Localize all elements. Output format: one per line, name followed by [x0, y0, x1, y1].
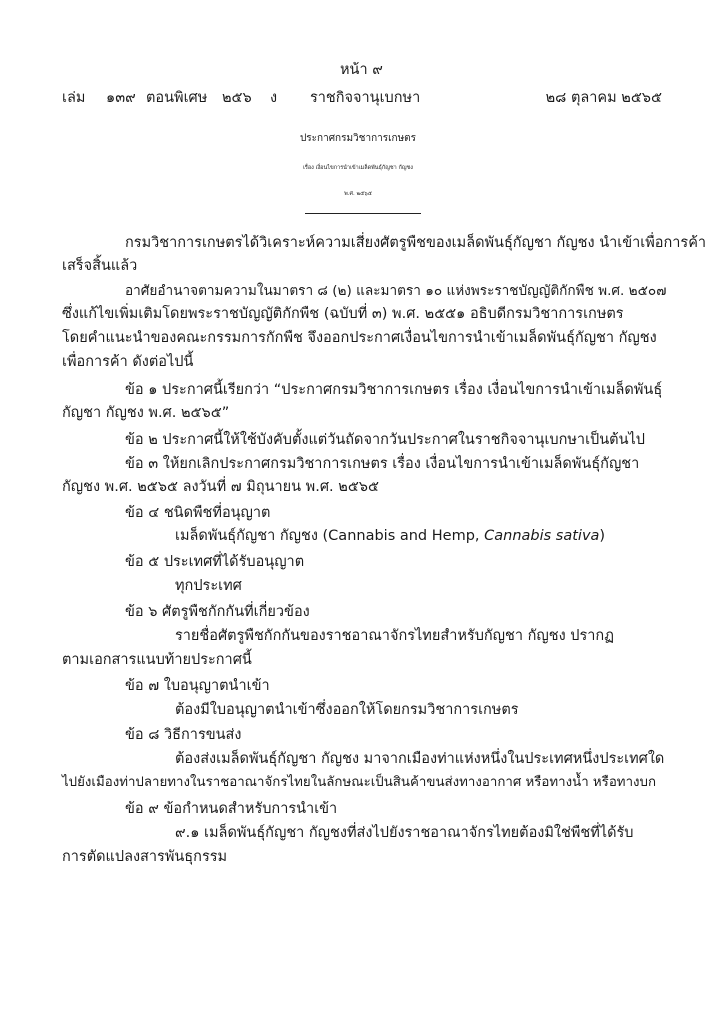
volume-label: เล่ม: [62, 90, 86, 106]
clause-3-line-2: กัญชง พ.ศ. ๒๕๖๕ ลงวันที่ ๗ มิถุนายน พ.ศ. ๒๕๖๕: [62, 479, 379, 495]
announcement-subject: เรื่อง เงื่อนไขการนำเข้าเมล็ดพันธุ์กัญชา กัญชง: [303, 165, 413, 171]
clause-7-line-2: ต้องมีใบอนุญาตนำเข้าซึ่งออกให้โดยกรมวิชาการเกษตร: [175, 702, 519, 718]
paragraph-2-line-4: เพื่อการค้า ดังต่อไปนี้: [62, 354, 194, 370]
announcement-year: พ.ศ. ๒๕๖๕: [344, 191, 372, 197]
clause-8-line-1: ข้อ ๘ วิธีการขนส่ง: [125, 727, 242, 743]
clause-5-line-2: ทุกประเทศ: [175, 578, 242, 594]
section-number: ๒๕๖: [222, 90, 252, 106]
clause-9-line-2: ๙.๑ เมล็ดพันธุ์กัญชา กัญชงที่ส่งไปยังราชอาณาจักรไทยต้องมิใช่พืชที่ได้รับ: [175, 825, 634, 841]
clause-4-text: เมล็ดพันธุ์กัญชา กัญชง (Cannabis and Hemp,: [175, 528, 485, 544]
section-letter: ง: [270, 90, 278, 106]
publication-date: ๒๘ ตุลาคม ๒๕๖๕: [545, 90, 662, 106]
paragraph-2-line-1: อาศัยอำนาจตามความในมาตรา ๘ (๒) และมาตรา ๑๐ แห่งพระราชบัญญัติกักพืช พ.ศ. ๒๕๐๗: [125, 283, 667, 299]
clause-8-line-3: ไปยังเมืองท่าปลายทางในราชอาณาจักรไทยในลักษณะเป็นสินค้าขนส่งทางอากาศ หรือทางน้ำ หรือทางบก: [62, 775, 657, 790]
paragraph-1-line-2: เสร็จสิ้นแล้ว: [62, 258, 138, 274]
section-label: ตอนพิเศษ: [146, 90, 208, 106]
clause-6-line-1: ข้อ ๖ ศัตรูพืชกักกันที่เกี่ยวข้อง: [125, 604, 310, 620]
clause-1-line-2: กัญชา กัญชง พ.ศ. ๒๕๖๕”: [62, 405, 230, 421]
header-divider: [305, 213, 421, 214]
clause-6-line-3: ตามเอกสารแนบท้ายประกาศนี้: [62, 652, 252, 668]
clause-9-line-1: ข้อ ๙ ข้อกำหนดสำหรับการนำเข้า: [125, 801, 338, 817]
paragraph-2-line-3: โดยคำแนะนำของคณะกรรมการกักพืช จึงออกประกาศเงื่อนไขการนำเข้าเมล็ดพันธุ์กัญชา กัญชง: [62, 330, 657, 346]
clause-4-line-1: ข้อ ๔ ชนิดพืชที่อนุญาต: [125, 505, 271, 521]
clause-4-line-2: [175, 526, 605, 546]
clause-8-line-2: ต้องส่งเมล็ดพันธุ์กัญชา กัญชง มาจากเมืองท่าแห่งหนึ่งในประเทศหนึ่งประเทศใด: [175, 751, 665, 767]
clause-4-close: ): [599, 528, 606, 544]
clause-5-line-1: ข้อ ๕ ประเทศที่ได้รับอนุญาต: [125, 554, 305, 570]
clause-7-line-1: ข้อ ๗ ใบอนุญาตนำเข้า: [125, 678, 270, 694]
page-number: หน้า ๙: [340, 62, 383, 78]
publication-name: ราชกิจจานุเบกษา: [310, 90, 421, 106]
paragraph-2-line-2: ซึ่งแก้ไขเพิ่มเติมโดยพระราชบัญญัติกักพืช (ฉบับที่ ๓) พ.ศ. ๒๕๕๑ อธิบดีกรมวิชาการเกษตร: [62, 306, 624, 322]
clause-2-line-1: ข้อ ๒ ประกาศนี้ให้ใช้บังคับตั้งแต่วันถัดจากวันประกาศในราชกิจจานุเบกษาเป็นต้นไป: [125, 432, 645, 448]
clause-6-line-2: รายชื่อศัตรูพืชกักกันของราชอาณาจักรไทยสำหรับกัญชา กัญชง ปรากฏ: [175, 628, 614, 644]
volume-number: ๑๓๙: [106, 90, 136, 106]
clause-3-line-1: ข้อ ๓ ให้ยกเลิกประกาศกรมวิชาการเกษตร เรื่อง เงื่อนไขการนำเข้าเมล็ดพันธุ์กัญชา: [125, 456, 640, 472]
clause-1-line-1: ข้อ ๑ ประกาศนี้เรียกว่า “ประกาศกรมวิชาการเกษตร เรื่อง เงื่อนไขการนำเข้าเมล็ดพันธุ์: [125, 382, 663, 398]
clause-4-species: Cannabis sativa: [484, 528, 600, 544]
announcement-title: ประกาศกรมวิชาการเกษตร: [299, 133, 417, 144]
paragraph-1-line-1: กรมวิชาการเกษตรได้วิเคราะห์ความเสี่ยงศัตรูพืชของเมล็ดพันธุ์กัญชา กัญชง นำเข้าเพื่อการค้า: [125, 235, 707, 251]
clause-9-line-3: การตัดแปลงสารพันธุกรรม: [62, 849, 228, 865]
